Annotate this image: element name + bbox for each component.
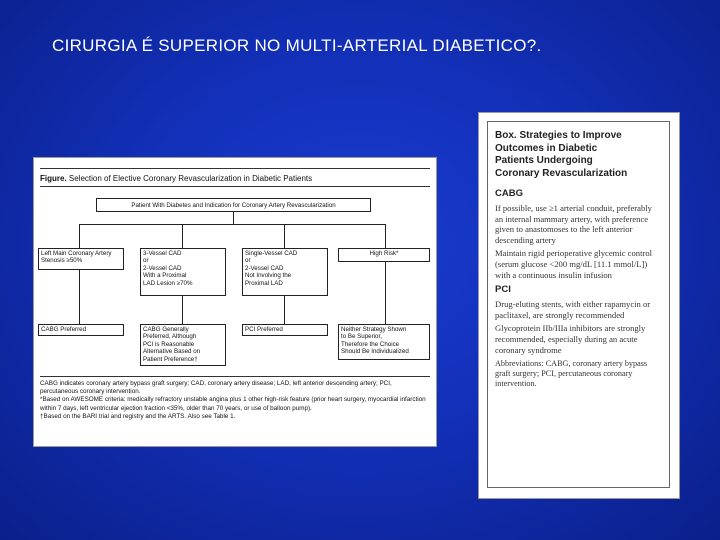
cabg-heading: CABG	[495, 188, 523, 199]
flow-box-single-vessel: Single-Vessel CAD or 2-Vessel CAD Not Involving the Proximal LAD	[242, 248, 328, 296]
flowchart-figure	[33, 157, 437, 447]
connector	[79, 224, 385, 225]
flow-box-pci-preferred: PCI Preferred	[242, 324, 328, 336]
figure-footnote: CABG indicates coronary artery bypass graft surgery; CAD, coronary artery disease; LAD, left anterior descending artery; PCI, percutaneous coronary intervention. *Based on AWESOME criteria: medically refractory unstable angina plus 1 other high-risk feature (prior heart surgery, myocardial infarction within 7 days, left ventricular ejection fraction <35%, older than 70 years, or use of balloon pump). †Based on the BARI trial and registry and the ARTS. Also see Table 1.	[40, 380, 426, 420]
flow-box-high-risk: High Risk*	[338, 248, 430, 262]
connector	[233, 212, 234, 224]
box-title: Box. Strategies to Improve Outcomes in Diabetic Patients Undergoing Coronary Revascularization	[495, 130, 628, 179]
cabg-paragraph-2: Maintain rigid perioperative glycemic control (serum glucose <200 mg/dL [11.1 mmol/L]) with a continuous insulin infusion	[495, 248, 653, 280]
figure-title-text: Selection of Elective Coronary Revascularization in Diabetic Patients	[66, 174, 313, 183]
flow-box-neither: Neither Strategy Shown to Be Superior, Therefore the Choice Should Be Individualized	[338, 324, 430, 360]
connector	[182, 296, 183, 324]
figure-mid-rule	[40, 186, 430, 187]
connector	[182, 224, 183, 248]
slide-title: CIRURGIA É SUPERIOR NO MULTI-ARTERIAL DIABETICO?.	[52, 36, 542, 55]
box-abbreviations: Abbreviations: CABG, coronary artery bypass graft surgery; PCI, percutaneous coronary intervention.	[495, 359, 648, 389]
flow-box-cabg-preferred: CABG Preferred	[38, 324, 124, 336]
connector	[284, 224, 285, 248]
figure-top-rule	[40, 168, 430, 169]
figure-title	[40, 174, 312, 183]
flow-box-cabg-generally: CABG Generally Preferred, Although PCI is Reasonable Alternative Based on Patient Preference†	[140, 324, 226, 366]
strategies-box	[478, 112, 680, 499]
connector	[385, 262, 386, 324]
figure-bottom-rule	[40, 376, 430, 377]
strategies-box-frame	[487, 121, 670, 488]
connector	[79, 224, 80, 248]
connector	[79, 270, 80, 324]
flow-box-left-main: Left Main Coronary Artery Stenosis ≥50%	[38, 248, 124, 270]
pci-paragraph-1: Drug-eluting stents, with either rapamycin or paclitaxel, are strongly recommended	[495, 299, 651, 320]
pci-paragraph-2: Glycoprotein IIb/IIIa inhibitors are strongly recommended, especially during an acute coronary syndrome	[495, 323, 646, 355]
pci-heading: PCI	[495, 284, 511, 296]
connector	[284, 296, 285, 324]
flow-box-3-vessel: 3-Vessel CAD or 2-Vessel CAD With a Proximal LAD Lesion ≥70%	[140, 248, 226, 296]
connector	[385, 224, 386, 248]
figure-title-label: Figure.	[40, 174, 67, 183]
cabg-paragraph-1: If possible, use ≥1 arterial conduit, preferably an internal mammary artery, with preference given to anastomoses to the left anterior descending artery	[495, 203, 652, 245]
flow-root-box: Patient With Diabetes and Indication for Coronary Artery Revascularization	[96, 198, 371, 212]
